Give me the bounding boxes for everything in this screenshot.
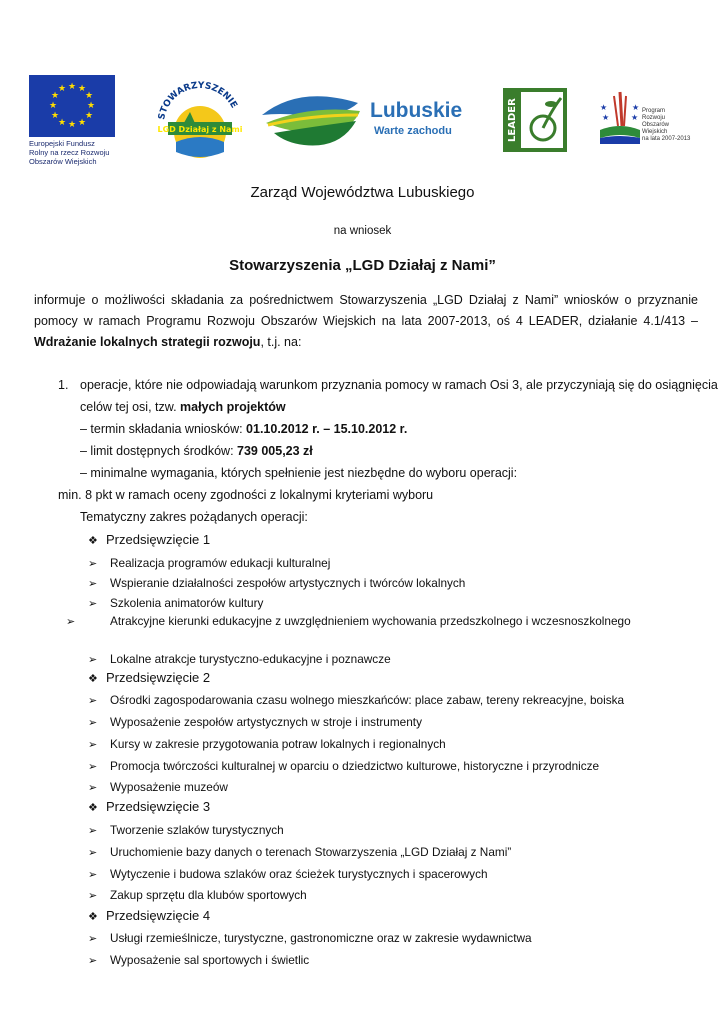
- logo-strip: [20, 70, 710, 180]
- arrow-bullet-icon: ➢: [88, 654, 98, 666]
- svg-text:★: ★: [631, 113, 639, 122]
- arrow-bullet-icon: ➢: [88, 955, 98, 967]
- arrow-bullet-icon: ➢: [88, 695, 98, 707]
- heading-subtitle: na wniosek: [333, 225, 392, 237]
- svg-text:★: ★: [50, 91, 60, 101]
- leader-logo: [503, 88, 567, 152]
- svg-text:★: ★: [57, 118, 67, 128]
- deadline-line: – termin składania wniosków: 01.10.2012 r. – 15.10.2012 r.: [80, 422, 408, 436]
- list-item: ➢ Usługi rzemieślnicze, turystyczne, gastronomiczne oraz w zakresie wydawnictwa: [88, 929, 532, 948]
- eu-flag-icon: [29, 75, 115, 137]
- lubuskie-tagline: Warte zachodu: [374, 125, 452, 137]
- list-item: ➢ Uruchomienie bazy danych o terenach Stowarzyszenia „LGD Działaj z Nami”: [88, 843, 511, 862]
- point-line-1: operacje, które nie odpowiadają warunkom przyznania pomocy w ramach Osi 3, ale przyczyniają się do osiągnięcia: [80, 378, 718, 392]
- svg-text:★: ★: [602, 113, 610, 122]
- arrow-bullet-icon: ➢: [88, 598, 98, 610]
- prow-emblem-icon: [598, 86, 642, 146]
- svg-text:★: ★: [50, 111, 60, 121]
- svg-text:★: ★: [57, 84, 67, 94]
- list-item: ➢ Wytyczenie i budowa szlaków oraz ścieżek turystycznych i spacerowych: [88, 865, 488, 884]
- stowarzyszenie-banner-text: LGD Działaj z Nami: [157, 125, 243, 134]
- svg-text:★: ★: [77, 118, 87, 128]
- arrow-bullet-icon: ➢: [88, 739, 98, 751]
- arrow-bullet-icon: ➢: [88, 825, 98, 837]
- list-item: ➢ Wyposażenie zespołów artystycznych w stroje i instrumenty: [88, 713, 422, 732]
- arrow-bullet-icon: ➢: [66, 616, 76, 628]
- arrow-bullet-icon: ➢: [88, 847, 98, 859]
- stowarzyszenie-arc-text: STOWARZYSZENIE: [157, 80, 239, 121]
- przedsiewziecie-3: ❖ Przedsięwzięcie 3: [88, 799, 211, 814]
- point-number: 1.: [58, 378, 69, 392]
- lubuskie-name: Lubuskie: [370, 99, 463, 122]
- eu-logo: [29, 75, 129, 166]
- diamond-bullet-icon: ❖: [88, 802, 98, 814]
- point-line-2: celów tej osi, tzw. małych projektów: [80, 400, 286, 414]
- przedsiewziecie-2: ❖ Przedsięwzięcie 2: [88, 670, 211, 685]
- limit-line: – limit dostępnych środków: 739 005,23 zł: [80, 444, 313, 458]
- svg-text:★: ★: [48, 101, 58, 111]
- scope-line: Tematyczny zakres pożądanych operacji:: [80, 510, 308, 524]
- list-item: ➢ Realizacja programów edukacji kulturalnej: [88, 554, 330, 573]
- przedsiewziecie-1: ❖ Przedsięwzięcie 1: [88, 532, 211, 547]
- svg-text:★: ★: [86, 101, 96, 111]
- arrow-bullet-icon: ➢: [88, 869, 98, 881]
- svg-text:★: ★: [67, 120, 77, 130]
- svg-text:★: ★: [67, 82, 77, 92]
- points-line: min. 8 pkt w ramach oceny zgodności z lokalnymi kryteriami wyboru: [58, 488, 434, 502]
- arrow-bullet-icon: ➢: [88, 578, 98, 590]
- intro-bold: Wdrażanie lokalnych strategii rozwoju: [34, 335, 261, 349]
- list-item: ➢ Lokalne atrakcje turystyczno-edukacyjne i poznawcze: [88, 650, 391, 669]
- prow-text: Program Rozwoju Obszarów Wiejskich na lata 2007-2013: [642, 108, 691, 142]
- lubuskie-logo: [260, 85, 490, 155]
- przedsiewziecie-4: ❖ Przedsięwzięcie 4: [88, 908, 211, 923]
- list-item: ➢ Tworzenie szlaków turystycznych: [88, 821, 284, 840]
- list-item: ➢ Wspieranie działalności zespołów artystycznych i twórców lokalnych: [88, 574, 465, 593]
- intro-paragraph: informuje o możliwości składania za pośrednictwem Stowarzyszenia „LGD Działaj z Nami” wniosków o przyznanie pomocy w ramach Programu Rozwoju Obszarów Wiejskich na lata 2007-2013, oś 4 LEADER, działanie 4.1/413 – Wdrażanie lokalnych strategii rozwoju, t.j. na:: [34, 293, 698, 349]
- list-item: ➢ Szkolenia animatorów kultury: [88, 594, 263, 613]
- list-item: ➢ Ośrodki zagospodarowania czasu wolnego mieszkańców: place zabaw, tereny rekreacyjne, boiska: [88, 691, 624, 710]
- stowarzyszenie-logo: [150, 72, 250, 172]
- arrow-bullet-icon: ➢: [88, 717, 98, 729]
- prow-logo: [598, 86, 708, 166]
- heading-title: Zarząd Województwa Lubuskiego: [250, 184, 475, 201]
- leader-text: LEADER: [507, 98, 518, 142]
- svg-text:★: ★: [77, 84, 87, 94]
- arrow-bullet-icon: ➢: [88, 933, 98, 945]
- arrow-bullet-icon: ➢: [88, 761, 98, 773]
- list-item: ➢ Promocja twórczości kulturalnej w oparciu o dziedzictwo kulturowe, historyczne i przyrodnicze: [88, 757, 599, 776]
- list-item: ➢ Atrakcyjne kierunki edukacyjne z uwzględnieniem wychowania przedszkolnego i wczesnoszkolnego: [88, 612, 670, 631]
- diamond-bullet-icon: ❖: [88, 673, 98, 685]
- eu-caption: Europejski Fundusz Rolny na rzecz Rozwoju Obszarów Wiejskich: [29, 139, 110, 166]
- arrow-bullet-icon: ➢: [88, 782, 98, 794]
- lubuskie-waves-icon: [260, 85, 370, 155]
- diamond-bullet-icon: ❖: [88, 911, 98, 923]
- list-item: ➢ Kursy w zakresie przygotowania potraw lokalnych i regionalnych: [88, 735, 446, 754]
- list-item: ➢ Zakup sprzętu dla klubów sportowych: [88, 886, 307, 905]
- svg-text:★: ★: [84, 91, 94, 101]
- minimum-line: – minimalne wymagania, których spełnienie jest niezbędne do wyboru operacji:: [80, 466, 518, 480]
- list-item: ➢ Wyposażenie muzeów: [88, 778, 228, 797]
- heading-organization: Stowarzyszenia „LGD Działaj z Nami”: [229, 257, 496, 274]
- list-item: ➢ Wyposażenie sal sportowych i świetlic: [88, 951, 309, 970]
- svg-text:★: ★: [632, 103, 640, 112]
- svg-text:★: ★: [600, 103, 608, 112]
- arrow-bullet-icon: ➢: [88, 558, 98, 570]
- arrow-bullet-icon: ➢: [88, 890, 98, 902]
- diamond-bullet-icon: ❖: [88, 535, 98, 547]
- svg-text:★: ★: [84, 111, 94, 121]
